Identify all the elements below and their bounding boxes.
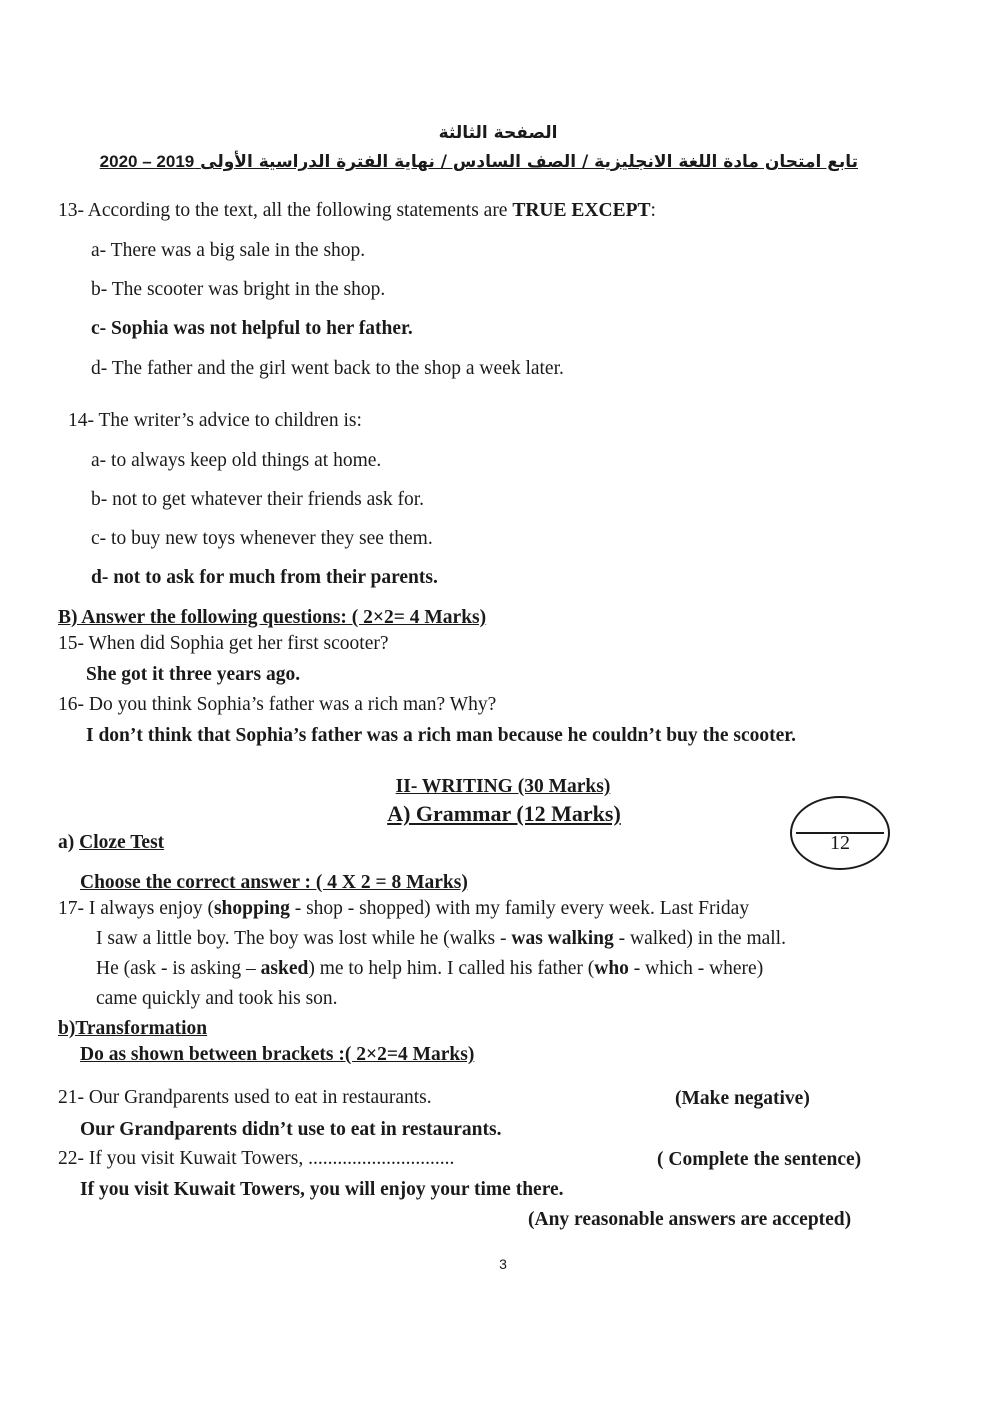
q13-option-d: d- The father and the girl went back to the shop a week later. (91, 358, 564, 379)
exam-years: 2019 – 2020 (99, 152, 195, 171)
exam-title (99, 152, 858, 172)
true-except-emphasis: TRUE EXCEPT (512, 200, 651, 221)
question-21-hint: (Make negative) (675, 1088, 810, 1109)
grammar-title: A) Grammar (12 Marks) (387, 801, 621, 826)
transformation-label: b)Transformation (58, 1018, 208, 1039)
question-13-stem: 13- According to the text, all the following statements are TRUE EXCEPT: (58, 200, 656, 221)
question-14-stem: 14- The writer’s advice to children is: (68, 410, 362, 431)
q14-option-b: b- not to get whatever their friends ask for. (91, 489, 425, 510)
score-circle (790, 796, 890, 870)
cloze-line-1: 17- I always enjoy (shopping - shop - shopped) with my family every week. Last Friday (58, 898, 750, 919)
page-number: 3 (499, 1256, 507, 1272)
answer-22: If you visit Kuwait Towers, you will enjoy your time there. (80, 1179, 564, 1200)
q14-option-d: d- not to ask for much from their parents. (91, 567, 438, 588)
score-value: 12 (830, 832, 850, 854)
question-21: 21- Our Grandparents used to eat in restaurants. (58, 1087, 432, 1108)
question-16: 16- Do you think Sophia’s father was a rich man? Why? (58, 694, 497, 715)
question-15: 15- When did Sophia get her first scooter? (58, 633, 389, 654)
cloze-line-4: came quickly and took his son. (96, 988, 338, 1009)
writing-title: II- WRITING (30 Marks) (395, 776, 611, 797)
question-22: 22- If you visit Kuwait Towers, .............................. (58, 1148, 455, 1169)
cloze-label: a) Cloze Test (58, 832, 165, 853)
question-22-hint: ( Complete the sentence) (657, 1149, 862, 1170)
cloze-line-2: I saw a little boy. The boy was lost while he (walks - was walking - walked) in the mall. (96, 928, 786, 949)
q13-option-b: b- The scooter was bright in the shop. (91, 279, 386, 300)
q13-option-a: a- There was a big sale in the shop. (91, 240, 366, 261)
exam-title-text: تابع امتحان مادة اللغة الانجليزية / الصف السادس / نهاية الفترة الدراسية الأولى (200, 152, 858, 172)
q14-option-c: c- to buy new toys whenever they see them. (91, 528, 433, 549)
transformation-instruction: Do as shown between brackets :( 2×2=4 Marks) (80, 1044, 475, 1065)
answer-15: She got it three years ago. (86, 664, 301, 685)
page-label: الصفحة الثالثة (438, 123, 558, 143)
answers-note: (Any reasonable answers are accepted) (528, 1209, 852, 1230)
cloze-instruction: Choose the correct answer : ( 4 X 2 = 8 Marks) (80, 872, 468, 893)
answer-21: Our Grandparents didn’t use to eat in restaurants. (80, 1119, 502, 1140)
section-b-heading: B) Answer the following questions: ( 2×2= 4 Marks) (58, 607, 487, 628)
q14-option-a: a- to always keep old things at home. (91, 450, 382, 471)
answer-16: I don’t think that Sophia’s father was a rich man because he couldn’t buy the scooter. (86, 725, 797, 746)
cloze-line-3: He (ask - is asking – asked) me to help him. I called his father (who - which - where) (96, 958, 764, 979)
q13-option-c: c- Sophia was not helpful to her father. (91, 318, 413, 339)
